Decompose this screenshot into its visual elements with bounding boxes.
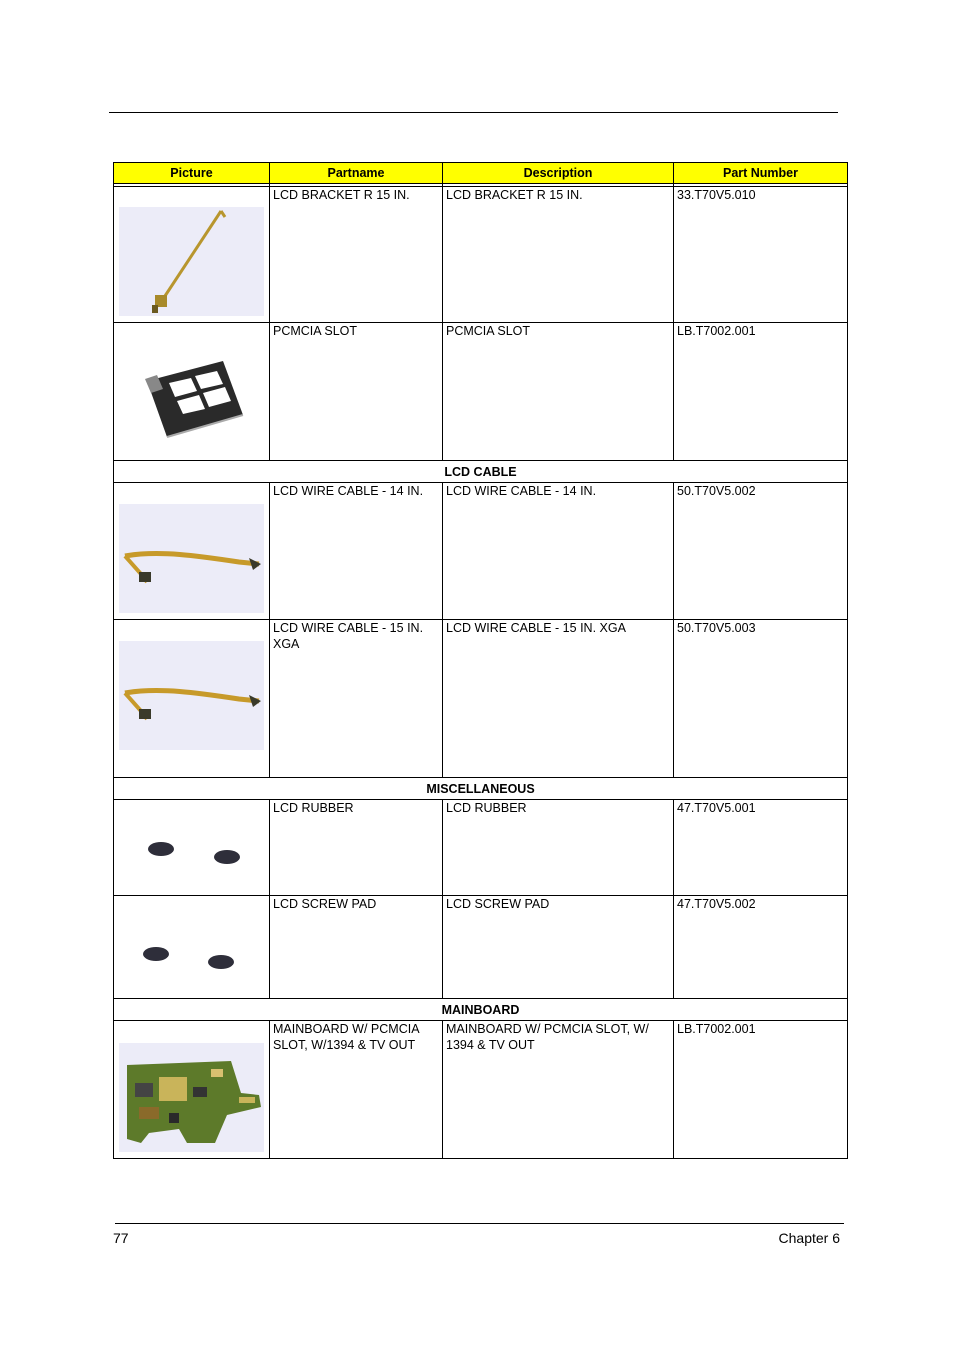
picture-cell [114, 620, 270, 778]
partname-cell: PCMCIA SLOT [270, 323, 443, 461]
table-row [114, 187, 848, 323]
part-number-cell: 47.T70V5.001 [674, 800, 848, 896]
description-cell: MAINBOARD W/ PCMCIA SLOT, W/ 1394 & TV OUT [443, 1021, 674, 1159]
lcd-rubber-image [144, 838, 244, 872]
description-cell: LCD WIRE CABLE - 14 IN. [443, 483, 674, 620]
part-number-cell: 50.T70V5.002 [674, 483, 848, 620]
partname-cell: LCD RUBBER [270, 800, 443, 896]
description-cell: LCD SCREW PAD [443, 896, 674, 999]
section-title: LCD CABLE [114, 461, 848, 483]
table-row [114, 483, 848, 620]
mainboard-image [119, 1043, 264, 1152]
chapter-label: Chapter 6 [778, 1230, 840, 1246]
partname-cell: LCD WIRE CABLE - 14 IN. [270, 483, 443, 620]
page-number: 77 [113, 1230, 129, 1246]
lcd-screw-pad-image [139, 943, 239, 977]
part-number-cell: 50.T70V5.003 [674, 620, 848, 778]
table-header-row [114, 163, 848, 184]
section-row [114, 461, 848, 483]
picture-cell [114, 896, 270, 999]
part-number-cell: LB.T7002.001 [674, 323, 848, 461]
header-description: Description [443, 163, 674, 184]
lcd-cable-image [119, 641, 264, 750]
lcd-bracket-image [119, 207, 264, 316]
header-picture: Picture [114, 163, 270, 184]
description-cell: PCMCIA SLOT [443, 323, 674, 461]
picture-cell [114, 1021, 270, 1159]
description-cell: LCD WIRE CABLE - 15 IN. XGA [443, 620, 674, 778]
lcd-cable-image [119, 504, 264, 613]
description-cell: LCD RUBBER [443, 800, 674, 896]
part-number-cell: 47.T70V5.002 [674, 896, 848, 999]
header-part-number: Part Number [674, 163, 848, 184]
part-number-cell: 33.T70V5.010 [674, 187, 848, 323]
description-cell: LCD BRACKET R 15 IN. [443, 187, 674, 323]
pcmcia-slot-image [139, 353, 249, 443]
section-title: MAINBOARD [114, 999, 848, 1021]
section-title: MISCELLANEOUS [114, 778, 848, 800]
section-row [114, 778, 848, 800]
partname-cell: LCD WIRE CABLE - 15 IN. XGA [270, 620, 443, 778]
part-number-cell: LB.T7002.001 [674, 1021, 848, 1159]
partname-cell: MAINBOARD W/ PCMCIA SLOT, W/1394 & TV OUT [270, 1021, 443, 1159]
header-partname: Partname [270, 163, 443, 184]
partname-cell: LCD BRACKET R 15 IN. [270, 187, 443, 323]
picture-cell [114, 323, 270, 461]
section-row [114, 999, 848, 1021]
table-row [114, 896, 848, 999]
footer-rule [115, 1223, 844, 1224]
picture-cell [114, 187, 270, 323]
picture-cell [114, 800, 270, 896]
picture-cell [114, 483, 270, 620]
partname-cell: LCD SCREW PAD [270, 896, 443, 999]
header-rule [109, 112, 838, 113]
table-row [114, 620, 848, 778]
parts-table [113, 162, 848, 1159]
table-row [114, 800, 848, 896]
table-row [114, 1021, 848, 1159]
table-row [114, 323, 848, 461]
